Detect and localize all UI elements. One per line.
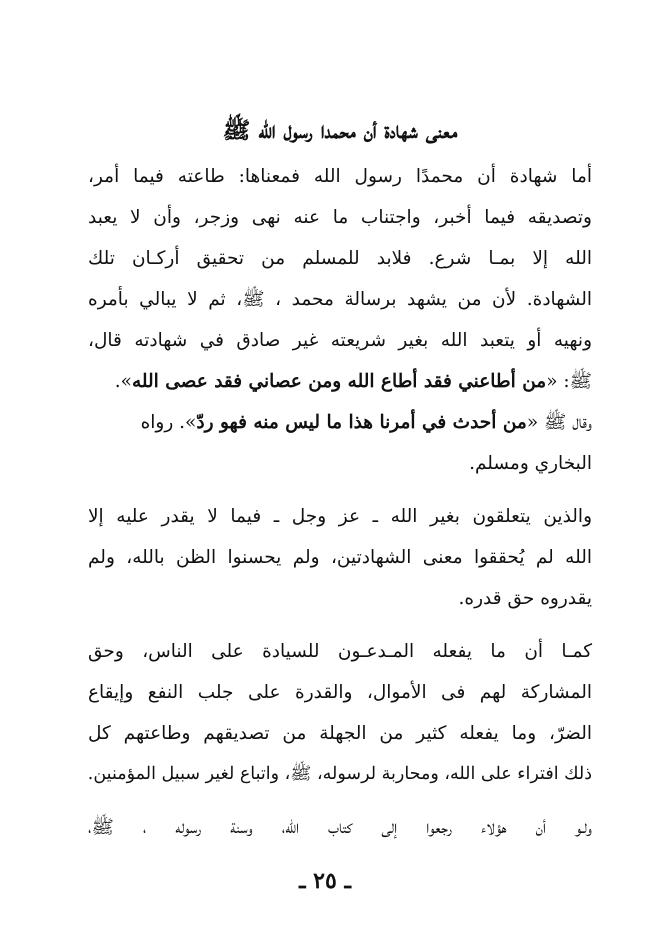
page-number: ـ ٢٥ ـ (299, 868, 351, 894)
hadith-line-1 (88, 361, 592, 402)
hadith-1-prefix: ﷺ: « (546, 371, 592, 392)
hadith-2-text: من أحدث في أمرنا هذا ما ليس منه فهو ردّ (196, 412, 527, 433)
paragraph-line: الله إلا بمـا شرع. فلابد للمسلم من تحقيق أركـان تلك (88, 248, 592, 269)
page-title: معنى شهادة أن محمدا رسول الله ﷺ (222, 117, 458, 144)
paragraph-line: الله لم يُحققوا معنى الشهادتين، ولم يحسنوا الظن بالله، ولم (88, 547, 592, 568)
hadith-1-suffix: ». (114, 371, 132, 392)
paragraph-line: والذين يتعلقون بغير الله ـ عز وجل ـ فيما لا يقدر عليه إلا (88, 506, 592, 527)
hadith-line-2 (88, 402, 592, 443)
paragraph-line: وتصديقه فيما أخبر، واجتناب ما عنه نهى وزجر، وأن لا يعبد (88, 207, 592, 228)
paragraph-2 (88, 496, 592, 619)
paragraph-line: ولـو أن هؤلاء رجعوا إلى كتاب الله، وسنة رسوله ، ﷺ، (88, 817, 592, 838)
paragraph-4 (88, 807, 592, 848)
paragraph-line: المشاركة لهم فى الأموال، والقدرة على جلب النفع وإيقاع (88, 682, 592, 703)
paragraph-3 (88, 631, 592, 795)
hadith-2-suffix: ». رواه (140, 412, 197, 433)
paragraph-1 (88, 156, 592, 484)
hadith-2-prefix: وقال ﷺ « (526, 412, 592, 433)
paragraph-line: الشهادة. لأن من يشهد برسالة محمد ، ﷺ، ثم لا يبالي بأمره (88, 289, 592, 310)
page-content (88, 112, 592, 860)
paragraph-line: كمـا أن ما يفعله المـدعـون للسيادة على الناس، وحق (88, 641, 592, 662)
paragraph-line: ذلك افتراء على الله، ومحاربة لرسوله، ﷺ، واتباع لغير سبيل المؤمنين. (87, 764, 592, 784)
hadith-1-text: من أطاعني فقد أطاع الله ومن عصاني فقد عصى الله (132, 371, 547, 392)
paragraph-line: الضرّ، وما يفعله كثير من الجهلة من تصديقهم وطاعتهم كل (88, 723, 592, 744)
paragraph-line: أما شهادة أن محمدًا رسول الله فمعناها: طاعته فيما أمر، (88, 166, 592, 187)
paragraph-line: يقدروه حق قدره. (458, 588, 592, 609)
paragraph-line: البخاري ومسلم. (469, 453, 592, 474)
paragraph-line: ونهيه أو يتعبد الله بغير شريعته غير صادق في شهادته قال، (88, 330, 592, 351)
